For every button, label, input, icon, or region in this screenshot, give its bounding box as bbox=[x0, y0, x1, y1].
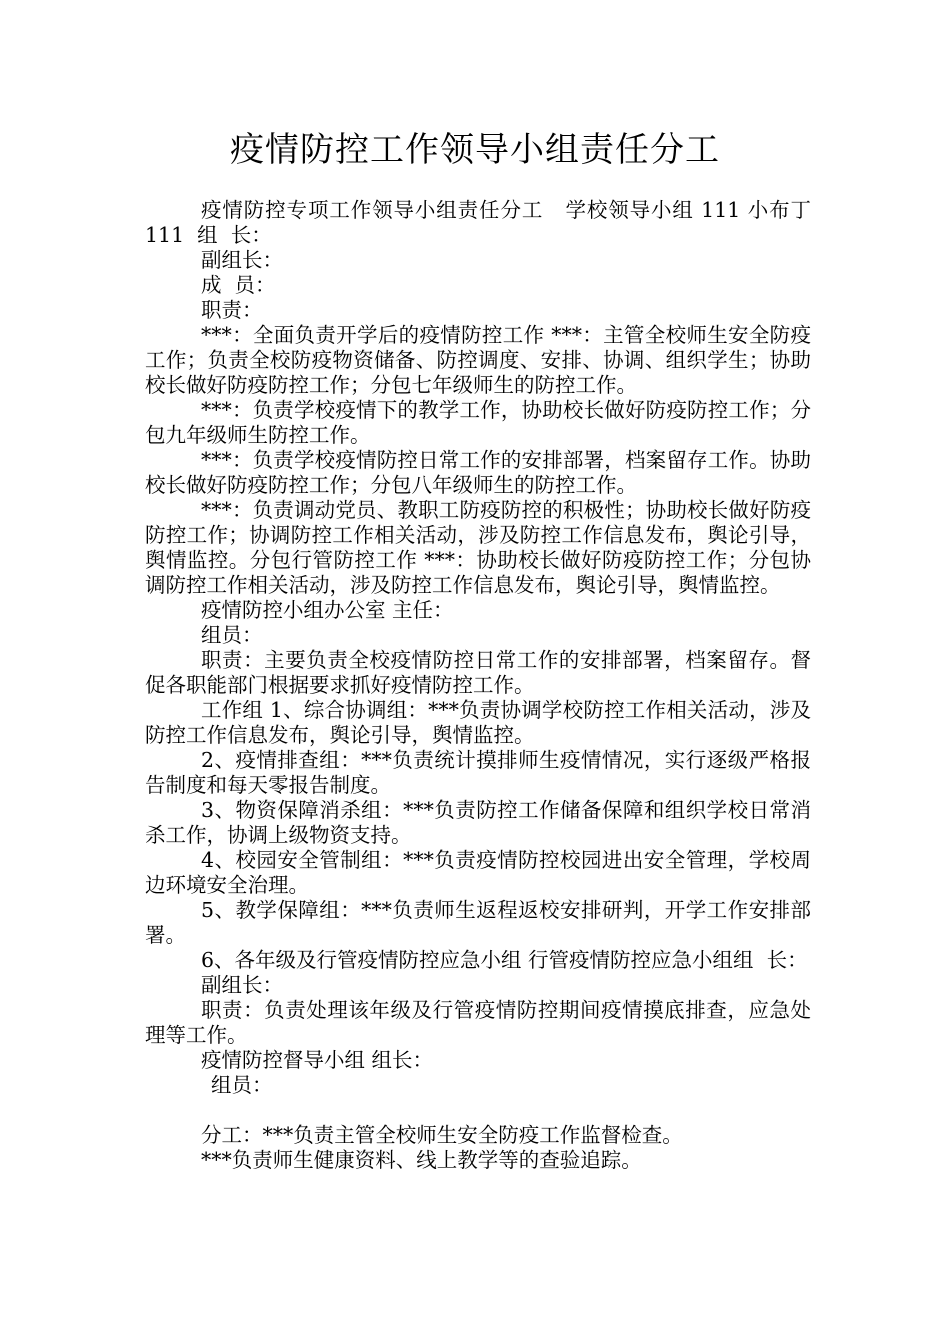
paragraph-workgroup-5: 5、教学保障组：***负责师生返程返校安排研判，开学工作安排部署。 bbox=[145, 898, 811, 947]
paragraph-office-members: 组员： bbox=[201, 623, 263, 647]
paragraph-members: 成 员： bbox=[201, 273, 276, 297]
document-title: 疫情防控工作领导小组责任分工 bbox=[230, 130, 720, 170]
paragraph-office-duties: 职责：主要负责全校疫情防控日常工作的安排部署，档案留存。督促各职能部门根据要求抓好疫情防控工作。 bbox=[145, 648, 811, 697]
paragraph-emergency-deputy: 副组长： bbox=[201, 973, 283, 997]
document-body bbox=[145, 198, 818, 1173]
paragraph-emergency-duties: 职责：负责处理该年级及行管疫情防控期间疫情摸底排查，应急处理等工作。 bbox=[145, 998, 811, 1047]
paragraph-intro: 疫情防控专项工作领导小组责任分工 学校领导小组 111 小布丁 111 组 长： bbox=[145, 198, 818, 247]
paragraph-workgroup-6: 6、各年级及行管疫情防控应急小组 行管疫情防控应急小组组 长： bbox=[201, 948, 808, 972]
paragraph-assignment-2: ***负责师生健康资料、线上教学等的查验追踪。 bbox=[201, 1148, 642, 1172]
paragraph-duty-2: ***：负责学校疫情下的教学工作，协助校长做好防疫防控工作；分包九年级师生防控工作。 bbox=[145, 398, 811, 447]
paragraph-workgroup-1: 工作组 1、综合协调组：***负责协调学校防控工作相关活动，涉及防控工作信息发布，舆论引导，舆情监控。 bbox=[145, 698, 811, 747]
paragraph-workgroup-2: 2、疫情排查组：***负责统计摸排师生疫情情况，实行逐级严格报告制度和每天零报告制度。 bbox=[145, 748, 811, 797]
paragraph-duty-1: ***：全面负责开学后的疫情防控工作 ***：主管全校师生安全防疫工作；负责全校防疫物资储备、防控调度、安排、协调、组织学生；协助校长做好防疫防控工作；分包七年级师生的防控工作。 bbox=[145, 323, 811, 397]
paragraph-blank bbox=[145, 1098, 811, 1123]
paragraph-office: 疫情防控小组办公室 主任： bbox=[201, 598, 454, 622]
paragraph-supervision: 疫情防控督导小组 组长： bbox=[201, 1048, 434, 1072]
paragraph-supervision-members: 组员： bbox=[211, 1073, 273, 1097]
paragraph-workgroup-4: 4、校园安全管制组：***负责疫情防控校园进出安全管理，学校周边环境安全治理。 bbox=[145, 848, 811, 897]
paragraph-assignment-1: 分工：***负责主管全校师生安全防疫工作监督检查。 bbox=[201, 1123, 683, 1147]
paragraph-deputy-leader: 副组长： bbox=[201, 248, 283, 272]
paragraph-duties-label: 职责： bbox=[201, 298, 263, 322]
paragraph-workgroup-3: 3、物资保障消杀组：***负责防控工作储备保障和组织学校日常消杀工作，协调上级物资支持。 bbox=[145, 798, 811, 847]
paragraph-duty-4: ***：负责调动党员、教职工防疫防控的积极性；协助校长做好防疫防控工作；协调防控工作相关活动，涉及防控工作信息发布，舆论引导，舆情监控。分包行管防控工作 ***：协助校长做好防疫防控工作；分包协调防控工作相关活动，涉及防控工作信息发布，舆论引导，舆情监控。 bbox=[145, 498, 811, 597]
paragraph-duty-3: ***：负责学校疫情防控日常工作的安排部署，档案留存工作。协助校长做好防疫防控工作；分包八年级师生的防控工作。 bbox=[145, 448, 811, 497]
